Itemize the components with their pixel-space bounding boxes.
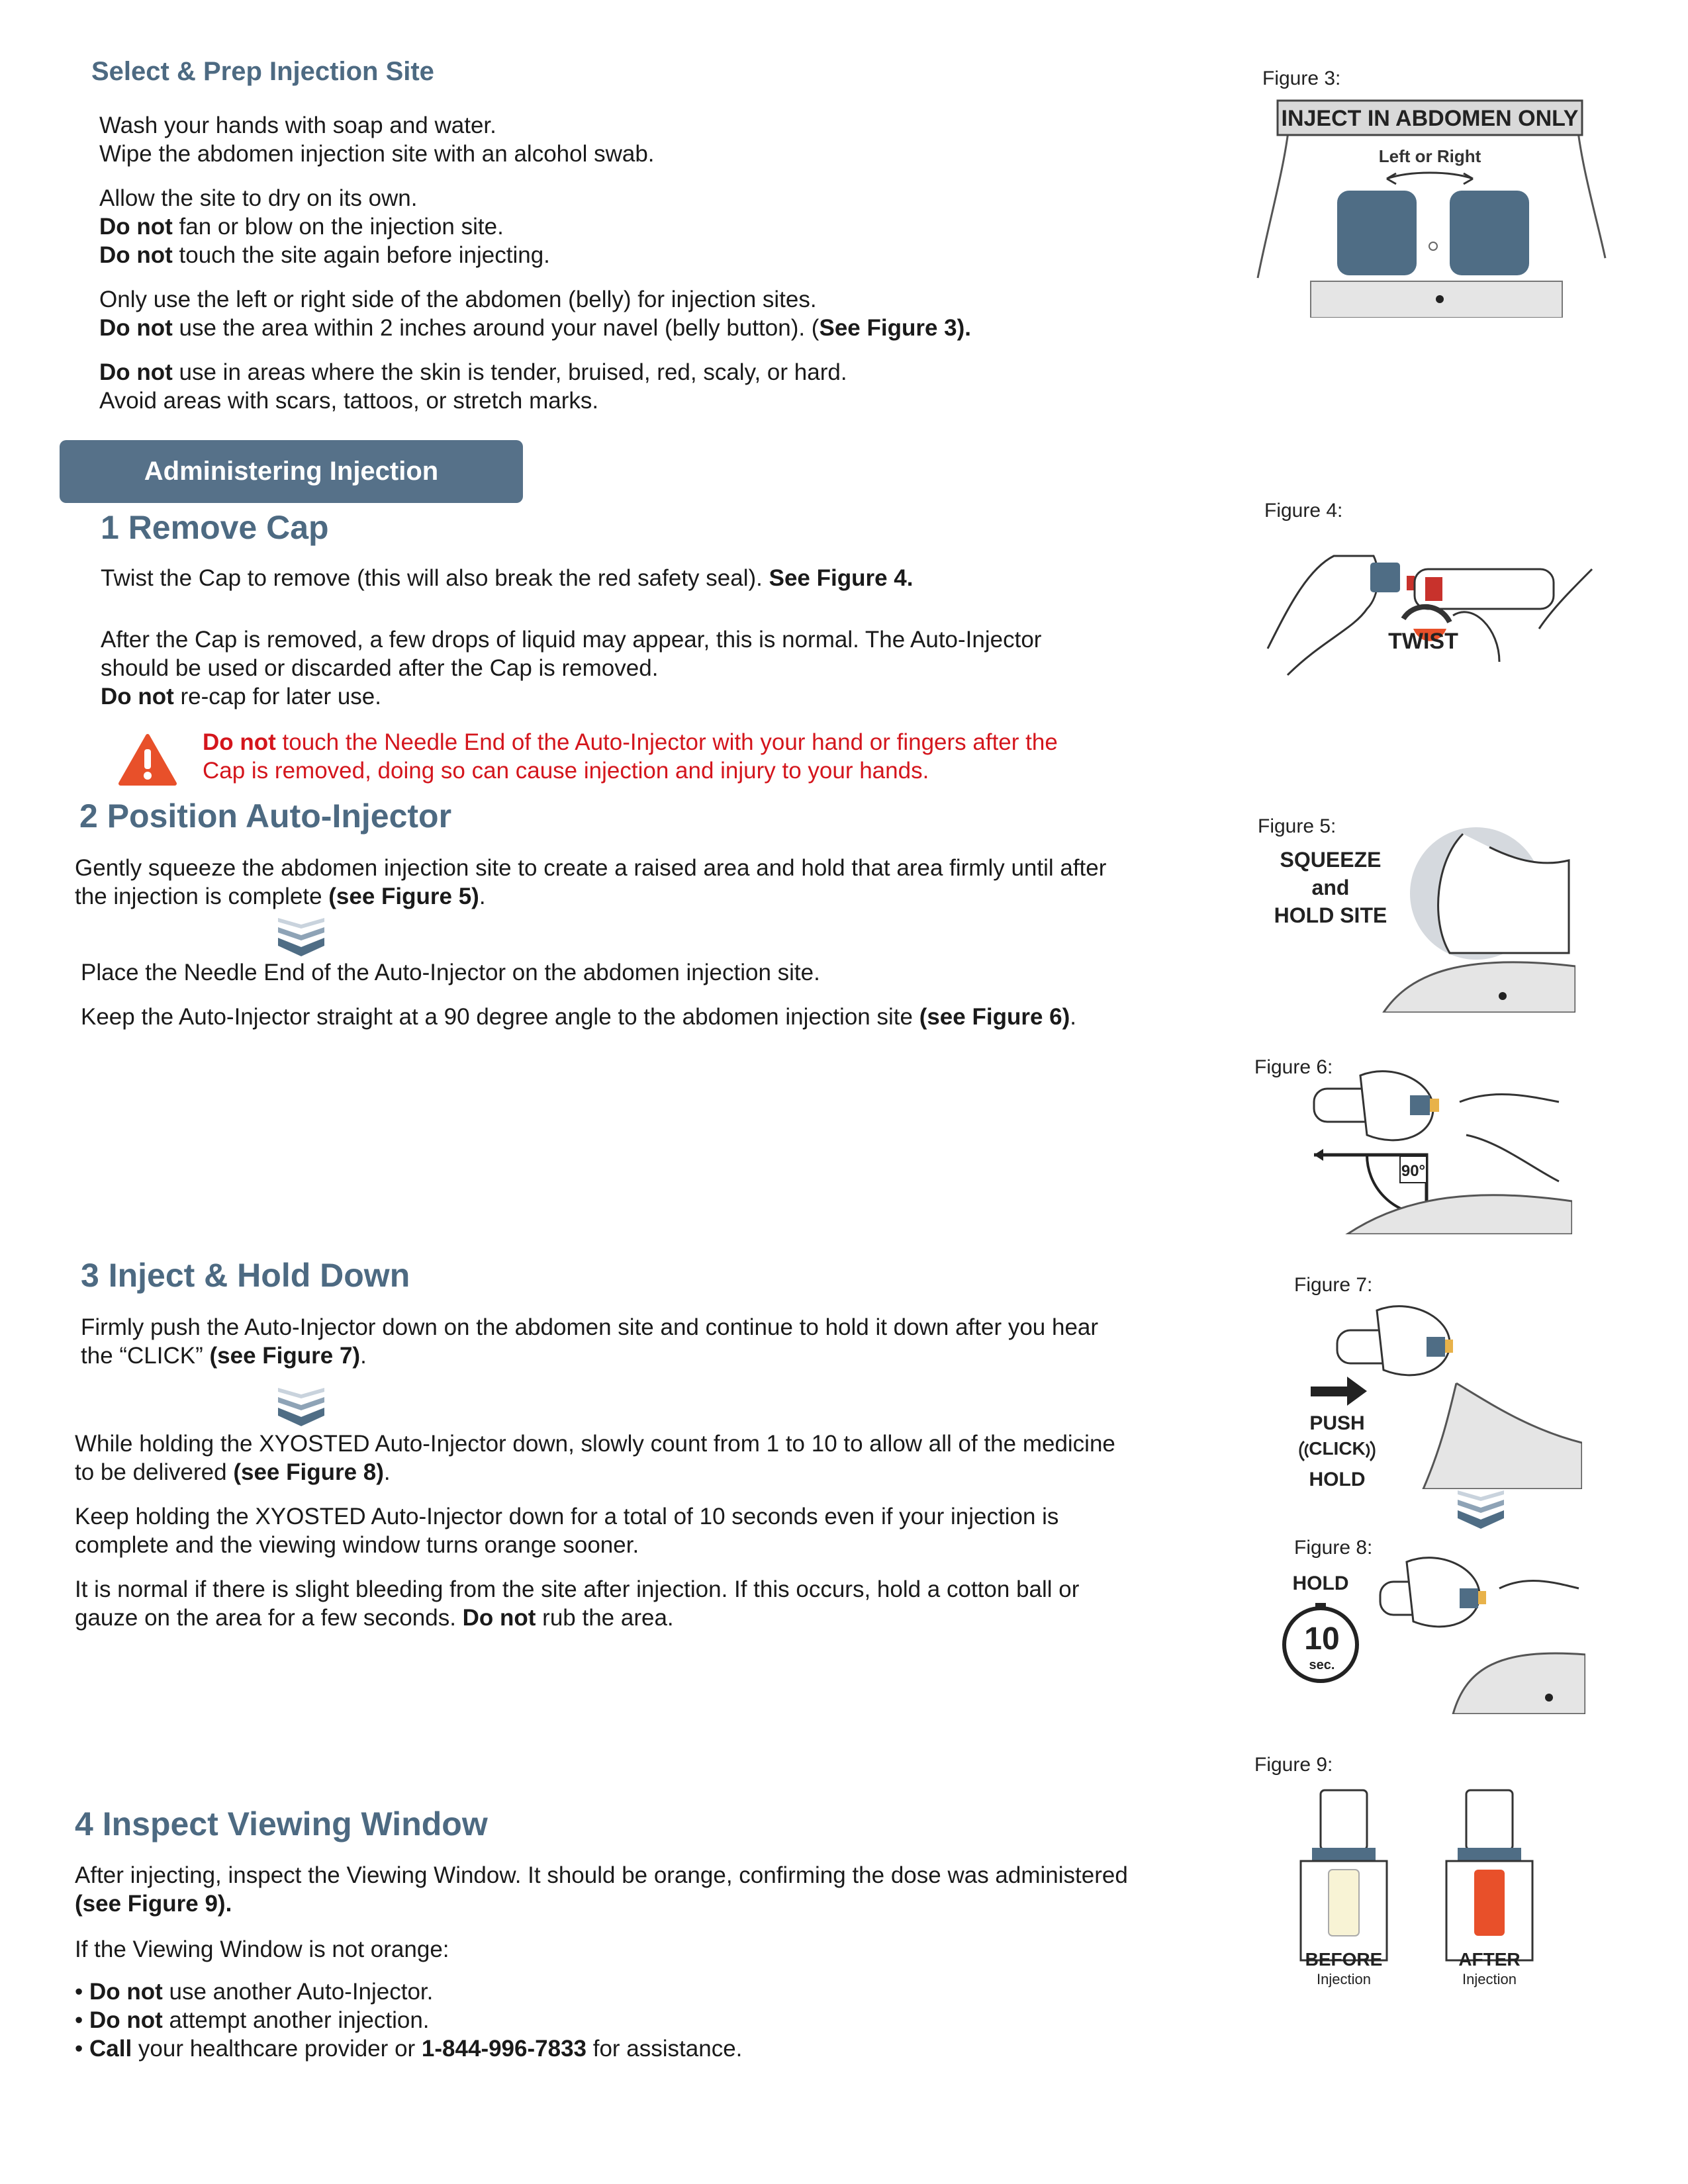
figure8-unit: sec. [1309, 1658, 1335, 1672]
figure7-label: Figure 7: [1294, 1274, 1373, 1296]
step4-paragraph-if-not-orange: If the Viewing Window is not orange: [75, 1936, 449, 1962]
left-injection-area [1337, 191, 1417, 275]
figure6-angle-illustration [1307, 1062, 1572, 1234]
prep-paragraph-avoid: Do not use in areas where the skin is tender, bruised, red, scaly, or hard. Avoid areas with scars, tattoos, or stretch marks. [99, 359, 847, 414]
figure8-count: 10 [1304, 1621, 1340, 1657]
figure5-caption-2: and [1311, 876, 1350, 899]
step2-paragraph-squeeze: Gently squeeze the abdomen injection site to create a raised area and hold that area firmly until after the injection is complete (see Figure 5). [75, 855, 1107, 909]
after-sublabel: Injection [1462, 1971, 1517, 1987]
figure6-angle: 90° [1401, 1162, 1426, 1180]
step1-warning-text: Do not touch the Needle End of the Auto-Injector with your hand or fingers after the Cap is removed, doing so can cause injection and injury to your hands. [203, 729, 1058, 784]
figure5-squeeze-illustration [1264, 821, 1575, 1013]
figure4-label: Figure 4: [1264, 500, 1343, 522]
figure5-caption-3: HOLD SITE [1274, 903, 1387, 927]
figure7-caption-hold: HOLD [1309, 1469, 1366, 1489]
figure3-banner: INJECT IN ABDOMEN ONLY [1281, 106, 1579, 131]
figure9-viewing-window-illustration [1297, 1787, 1549, 1999]
figure8-caption-hold: HOLD [1292, 1572, 1349, 1594]
navel [1429, 242, 1437, 250]
before-label: BEFORE [1305, 1949, 1383, 1970]
step2-paragraph-place: Place the Needle End of the Auto-Injector on the abdomen injection site. [81, 960, 820, 985]
administering-injection-tab: Administering Injection [60, 440, 523, 503]
step3-paragraph-count: While holding the XYOSTED Auto-Injector down, slowly count from 1 to 10 to allow all of the medicine to be delivered (see Figure 8). [75, 1431, 1115, 1485]
figure5-caption-1: SQUEEZE [1280, 848, 1382, 872]
figure5-label: Figure 5: [1258, 815, 1336, 837]
figure6-label: Figure 6: [1254, 1056, 1333, 1078]
step4-title: 4 Inspect Viewing Window [75, 1805, 488, 1843]
step3-paragraph-keep-holding: Keep holding the XYOSTED Auto-Injector down for a total of 10 seconds even if your injection is complete and the viewing window turns orange sooner. [75, 1504, 1059, 1558]
warning-icon [118, 733, 177, 786]
after-label: AFTER [1458, 1949, 1521, 1970]
figure3-abdomen-illustration [1251, 93, 1609, 318]
figure3-sub: Left or Right [1378, 146, 1481, 166]
step1-paragraph-after-cap: After the Cap is removed, a few drops of liquid may appear, this is normal. The Auto-Injector should be used or discarded after the Cap is removed. Do not re-cap for later use. [101, 627, 1042, 709]
step4-bullet-list: • Do not use another Auto-Injector. • Do not attempt another injection. • Call your healthcare provider or 1-844-996-7833 for assistance. [75, 1979, 743, 2062]
down-arrows-icon [277, 1387, 326, 1428]
figure4-twist-illustration [1261, 529, 1605, 688]
down-arrows-icon [277, 917, 326, 958]
before-injector [1301, 1790, 1387, 1987]
prep-paragraph-dry: Allow the site to dry on its own. Do not fan or blow on the injection site. Do not touch the site again before injecting. [99, 185, 550, 268]
before-sublabel: Injection [1317, 1971, 1371, 1987]
figure9-label: Figure 9: [1254, 1754, 1333, 1776]
down-arrows-icon [1456, 1489, 1505, 1530]
step4-paragraph-inspect: After injecting, inspect the Viewing Window. It should be orange, confirming the dose was administered (see Figure 9). [75, 1862, 1128, 1917]
step3-paragraph-push: Firmly push the Auto-Injector down on the abdomen site and continue to hold it down after you hear the “CLICK” (see Figure 7). [81, 1314, 1099, 1369]
section-title-prep: Select & Prep Injection Site [91, 57, 434, 86]
figure8-label: Figure 8: [1294, 1537, 1373, 1559]
figure4-caption: TWIST [1388, 629, 1458, 654]
step3-title: 3 Inject & Hold Down [81, 1257, 410, 1294]
figure7-caption-push: PUSH [1309, 1412, 1365, 1434]
figure7-caption-click: CLICK [1309, 1438, 1366, 1459]
step2-paragraph-angle: Keep the Auto-Injector straight at a 90 degree angle to the abdomen injection site (see Figure 6). [81, 1004, 1076, 1030]
figure7-push-illustration [1291, 1297, 1582, 1489]
step1-title: 1 Remove Cap [101, 509, 329, 546]
step2-title: 2 Position Auto-Injector [79, 797, 452, 835]
after-injector [1446, 1790, 1532, 1987]
right-injection-area [1450, 191, 1529, 275]
figure3-label: Figure 3: [1262, 68, 1341, 89]
step1-paragraph-twist: Twist the Cap to remove (this will also break the red safety seal). See Figure 4. [101, 565, 914, 591]
step3-paragraph-bleeding: It is normal if there is slight bleeding from the site after injection. If this occurs, hold a cotton ball or gauze on the area for a few seconds. Do not rub the area. [75, 1576, 1080, 1631]
prep-paragraph-location: Only use the left or right side of the abdomen (belly) for injection sites. Do not use the area within 2 inches around your navel (belly button). (See Figure 3). [99, 287, 971, 341]
figure8-hold-illustration [1281, 1549, 1585, 1714]
prep-paragraph-wash: Wash your hands with soap and water. Wipe the abdomen injection site with an alcohol swab. [99, 113, 655, 167]
